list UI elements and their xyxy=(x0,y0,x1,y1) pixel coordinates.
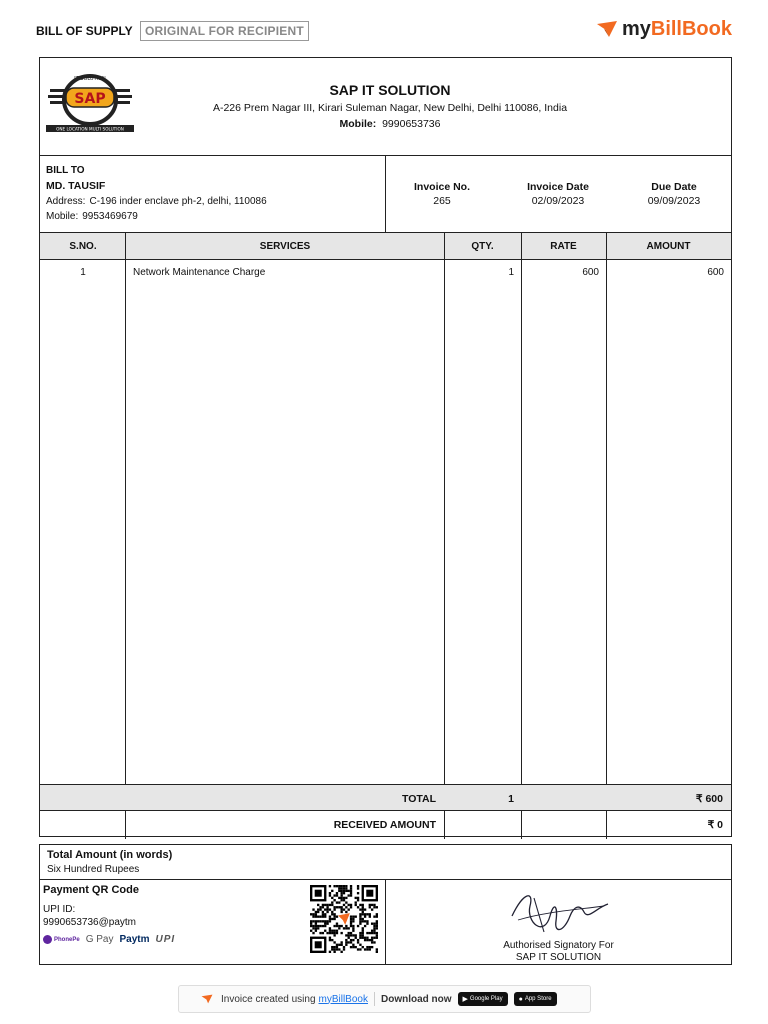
payment-info xyxy=(40,880,386,964)
svg-text:SAP: SAP xyxy=(74,91,106,107)
total-amount: ₹ 600 xyxy=(695,793,723,805)
company-logo-icon xyxy=(46,71,134,133)
header-rate: RATE xyxy=(550,241,577,252)
customer-address: Address: C-196 inder enclave ph-2, delhi, 110086 xyxy=(46,196,267,207)
received-row xyxy=(40,811,731,837)
upi-icon: UPI xyxy=(155,934,176,945)
signature-image xyxy=(504,886,614,940)
mybillbook-link[interactable]: myBillBook xyxy=(318,993,368,1005)
brand-mark-icon xyxy=(201,994,213,1004)
gpay-icon: G Pay xyxy=(85,934,114,945)
header-qty: QTY. xyxy=(471,241,494,252)
brand-mark-icon xyxy=(596,20,618,38)
upi-id: 9990653736@paytm xyxy=(43,917,136,928)
document-type: BILL OF SUPPLY xyxy=(36,24,133,38)
google-play-button[interactable]: ▶ Google Play xyxy=(458,992,508,1006)
invoice-frame xyxy=(39,57,732,837)
signature-area xyxy=(386,880,731,964)
signatory-label: Authorised Signatory For xyxy=(503,940,614,951)
apple-icon: ● xyxy=(518,995,523,1003)
qr-code-icon xyxy=(310,885,378,953)
footer-banner xyxy=(178,985,591,1013)
invoice-meta xyxy=(386,156,731,233)
row-service: Network Maintenance Charge xyxy=(133,267,266,278)
copy-badge: ORIGINAL FOR RECIPIENT xyxy=(140,21,309,41)
row-amount: 600 xyxy=(707,267,724,278)
top-bar xyxy=(36,17,732,42)
invoice-date: Invoice Date 02/09/2023 xyxy=(527,181,589,207)
amount-in-words xyxy=(39,844,732,880)
upi-label: UPI ID: xyxy=(43,904,76,915)
brand-name: myBillBook xyxy=(621,17,732,40)
column-divider xyxy=(125,233,126,839)
received-label: RECEIVED AMOUNT xyxy=(333,819,436,831)
divider xyxy=(374,992,375,1006)
company-name: SAP IT SOLUTION xyxy=(329,82,451,98)
row-rate: 600 xyxy=(582,267,599,278)
brand-logo xyxy=(596,17,732,41)
company-info xyxy=(160,82,620,130)
svg-text:ONE LOCATION MULTI SOLUTION: ONE LOCATION MULTI SOLUTION xyxy=(56,126,124,132)
company-mobile: Mobile: 9990653736 xyxy=(339,118,441,130)
header-services: SERVICES xyxy=(259,241,311,252)
paytm-icon: Paytm xyxy=(119,934,150,945)
payment-title: Payment QR Code xyxy=(43,884,139,896)
column-divider xyxy=(444,233,445,839)
header-amount: AMOUNT xyxy=(646,241,691,252)
total-qty: 1 xyxy=(508,793,514,805)
table-header xyxy=(40,233,731,260)
row-sno: 1 xyxy=(80,267,86,278)
download-now-label: Download now xyxy=(380,993,452,1005)
bill-to-label: BILL TO xyxy=(46,165,85,176)
bill-to-section xyxy=(40,156,386,233)
payment-section xyxy=(39,880,732,965)
header-sno: S.NO. xyxy=(69,241,97,252)
due-date: Due Date 09/09/2023 xyxy=(647,181,701,207)
phonepe-icon: PhonePe xyxy=(43,935,80,944)
received-amount: ₹ 0 xyxy=(707,819,723,831)
payment-apps xyxy=(43,934,175,945)
footer-text: Invoice created using xyxy=(221,993,316,1005)
play-store-icon: ▶ xyxy=(462,996,468,1003)
row-qty: 1 xyxy=(508,267,514,278)
total-label: TOTAL xyxy=(401,793,436,805)
svg-text:IT SOLUTION: IT SOLUTION xyxy=(74,76,106,82)
amount-words-value: Six Hundred Rupees xyxy=(47,864,140,875)
signatory-company: SAP IT SOLUTION xyxy=(515,952,602,963)
company-address: A-226 Prem Nagar III, Kirari Suleman Nagar, New Delhi, Delhi 110086, India xyxy=(212,102,568,114)
column-divider xyxy=(521,233,522,839)
company-header xyxy=(40,58,731,156)
customer-mobile: Mobile: 9953469679 xyxy=(46,211,138,222)
column-divider xyxy=(606,233,607,839)
total-row xyxy=(40,784,731,811)
app-store-button[interactable]: ● App Store xyxy=(514,992,557,1006)
amount-words-label: Total Amount (in words) xyxy=(47,849,173,861)
invoice-number: Invoice No. 265 xyxy=(413,181,470,207)
customer-name: MD. TAUSIF xyxy=(46,180,106,192)
